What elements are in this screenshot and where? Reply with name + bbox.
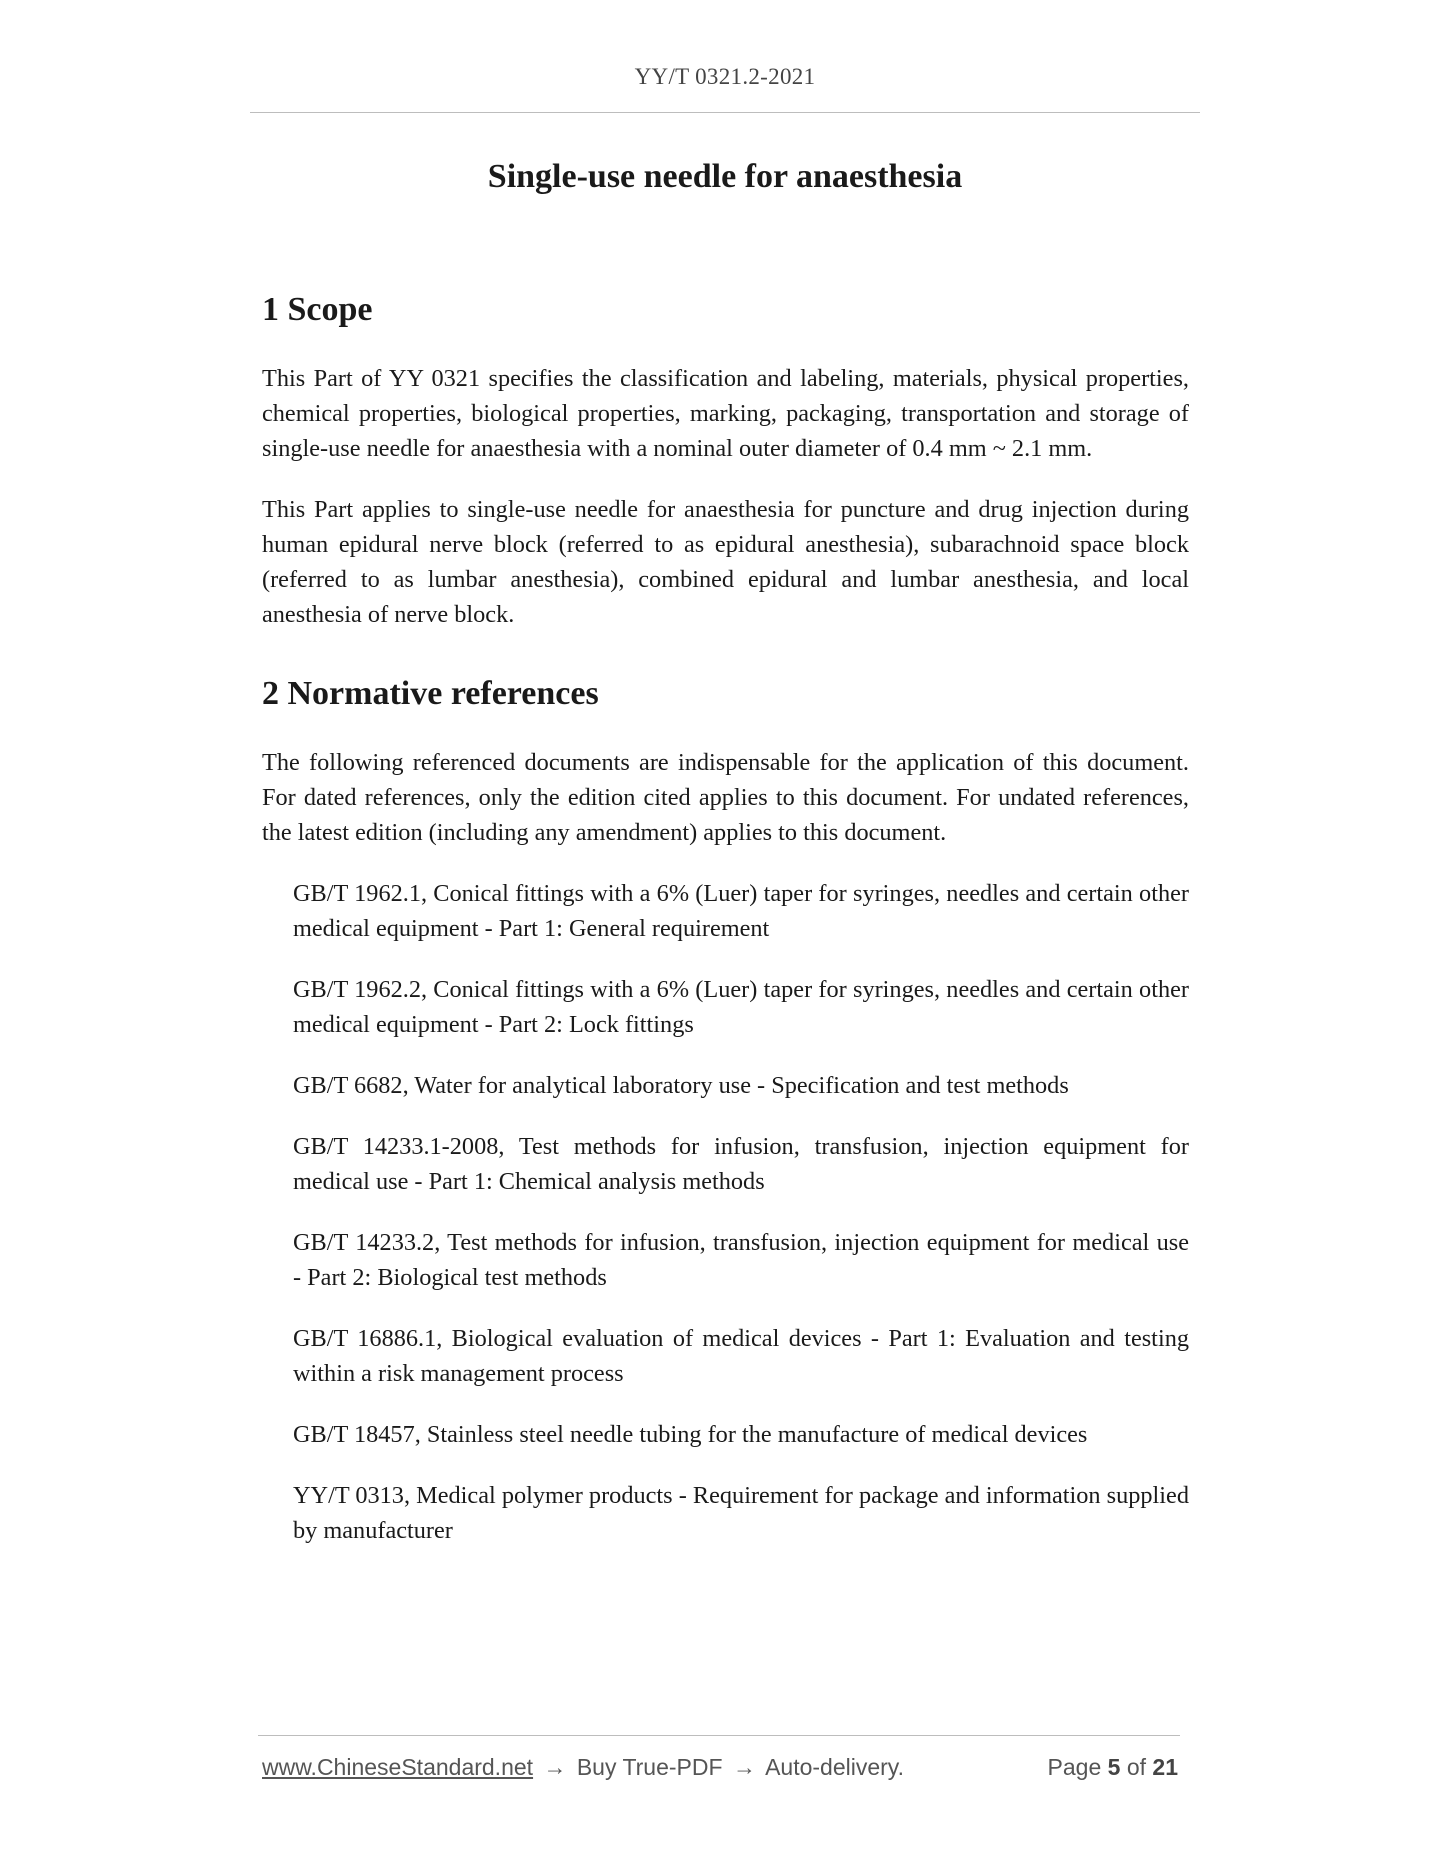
reference-item: GB/T 1962.1, Conical fittings with a 6% (Luer) taper for syringes, needles and certain other medical equipment - Part 1: General requirement <box>293 879 1189 942</box>
page-label: Page <box>1047 1754 1102 1780</box>
document-body <box>262 290 1189 1574</box>
website-link[interactable]: www.ChineseStandard.net <box>262 1754 534 1780</box>
document-title: Single-use needle for anaesthesia <box>487 158 963 195</box>
auto-delivery-text: Auto-delivery. <box>765 1754 904 1780</box>
page-current: 5 <box>1107 1754 1121 1780</box>
reference-item: GB/T 18457, Stainless steel needle tubing for the manufacture of medical devices <box>293 1420 1088 1448</box>
reference-item: GB/T 1962.2, Conical fittings with a 6% (Luer) taper for syringes, needles and certain other medical equipment - Part 2: Lock fittings <box>293 975 1189 1038</box>
reference-item: GB/T 14233.1-2008, Test methods for infusion, transfusion, injection equipment for medical use - Part 1: Chemical analysis methods <box>293 1132 1189 1195</box>
document-code-header: YY/T 0321.2-2021 <box>634 64 816 89</box>
arrow-right-icon: → <box>543 1754 567 1780</box>
section-heading-normative-references: 2 Normative references <box>262 674 599 712</box>
page-total: 21 <box>1152 1754 1178 1780</box>
scope-paragraph-1: This Part of YY 0321 specifies the classification and labeling, materials, physical properties, chemical properties, biological properties, marking, packaging, transportation and storage of single-use needle for anaesthesia with a nominal outer diameter of 0.4 mm ~ 2.1 mm. <box>262 364 1189 462</box>
page-footer <box>262 1754 1182 1781</box>
section-heading-scope: 1 Scope <box>262 291 373 328</box>
reference-item: GB/T 14233.2, Test methods for infusion, transfusion, injection equipment for medical use - Part 2: Biological test methods <box>293 1228 1189 1291</box>
page-indicator <box>1048 1754 1178 1781</box>
reference-item: GB/T 6682, Water for analytical laboratory use - Specification and test methods <box>293 1071 1069 1099</box>
header-divider <box>250 112 1200 113</box>
normative-intro-paragraph: The following referenced documents are indispensable for the application of this document. For dated references, only the edition cited applies to this document. For undated references, the latest edition (including any amendment) applies to this document. <box>262 748 1189 846</box>
arrow-right-icon: → <box>732 1754 756 1780</box>
scope-paragraph-2: This Part applies to single-use needle for anaesthesia for puncture and drug injection during human epidural nerve block (referred to as epidural anesthesia), subarachnoid space block (referred to as lumbar anesthesia), combined epidural and lumbar anesthesia, and local anesthesia of nerve block. <box>262 495 1189 628</box>
reference-item: GB/T 16886.1, Biological evaluation of medical devices - Part 1: Evaluation and testing within a risk management process <box>293 1324 1189 1387</box>
buy-true-pdf-text: Buy True-PDF <box>576 1754 723 1780</box>
footer-divider <box>258 1735 1180 1736</box>
reference-item: YY/T 0313, Medical polymer products - Requirement for package and information supplied by manufacturer <box>293 1481 1189 1544</box>
page-of-label: of <box>1126 1754 1147 1780</box>
